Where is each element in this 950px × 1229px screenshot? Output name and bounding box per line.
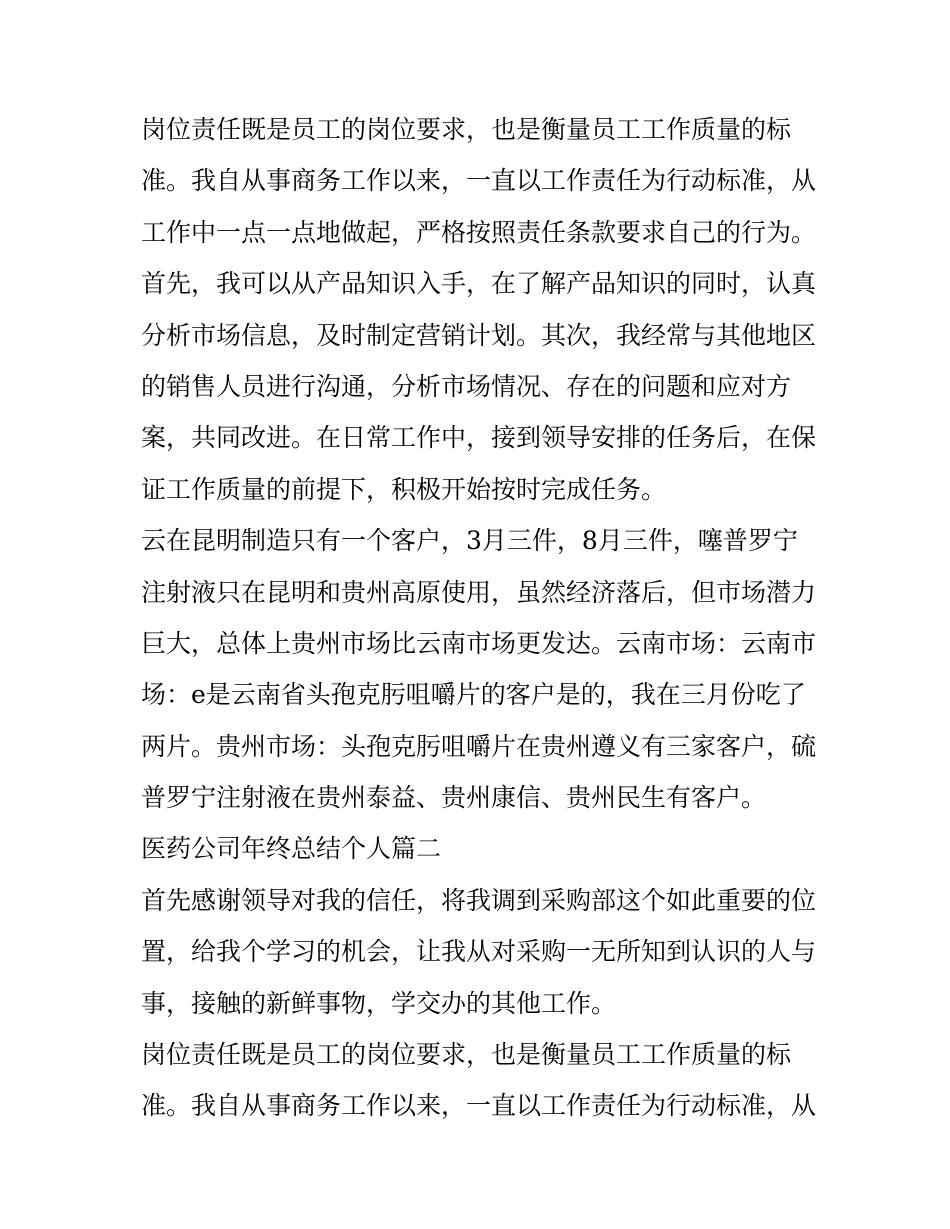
text-line: 岗位责任既是员工的岗位要求，也是衡量员工工作质量的标	[141, 1040, 792, 1070]
section-title: 医药公司年终总结个人篇二	[141, 834, 442, 864]
paragraph-job-responsibility	[141, 104, 821, 515]
text-line: 准。我自从事商务工作以来，一直以工作责任为行动标准，从	[141, 1091, 817, 1121]
text-line: 云在昆明制造只有一个客户，3月三件，8月三件，噻普罗宁	[141, 526, 798, 556]
text-line: 岗位责任既是员工的岗位要求，也是衡量员工工作质量的标	[141, 115, 792, 144]
text-line: 首先，我可以从产品知识入手，在了解产品知识的同时，认真	[141, 269, 817, 299]
text-line: 案，共同改进。在日常工作中，接到领导安排的任务后，在保	[141, 423, 817, 453]
document-body	[141, 104, 821, 1132]
paragraph-market-overview	[141, 515, 821, 823]
text-line: 巨大，总体上贵州市场比云南市场更发达。云南市场：云南市	[141, 628, 817, 658]
section-heading	[141, 823, 821, 874]
text-line: 场：e是云南省头孢克肟咀嚼片的客户是的，我在三月份吃了	[141, 680, 806, 710]
text-line: 置，给我个学习的机会，让我从对采购一无所知到认识的人与	[141, 937, 817, 967]
text-line: 工作中一点一点地做起，严格按照责任条款要求自己的行为。	[141, 217, 817, 247]
text-line: 首先感谢领导对我的信任，将我调到采购部这个如此重要的位	[141, 885, 817, 915]
text-line: 两片。贵州市场：头孢克肟咀嚼片在贵州遵义有三家客户，硫	[141, 731, 817, 761]
paragraph-job-responsibility-repeat	[141, 1029, 821, 1132]
text-line: 普罗宁注射液在贵州泰益、贵州康信、贵州民生有客户。	[141, 783, 767, 813]
text-line: 证工作质量的前提下，积极开始按时完成任务。	[141, 474, 667, 504]
paragraph-thanks	[141, 875, 821, 1029]
text-line: 事，接触的新鲜事物，学交办的其他工作。	[141, 988, 617, 1018]
text-line: 注射液只在昆明和贵州高原使用，虽然经济落后，但市场潜力	[141, 577, 817, 607]
text-line: 准。我自从事商务工作以来，一直以工作责任为行动标准，从	[141, 166, 817, 196]
text-line: 分析市场信息，及时制定营销计划。其次，我经常与其他地区	[141, 320, 817, 350]
text-line: 的销售人员进行沟通，分析市场情况、存在的问题和应对方	[141, 371, 792, 401]
